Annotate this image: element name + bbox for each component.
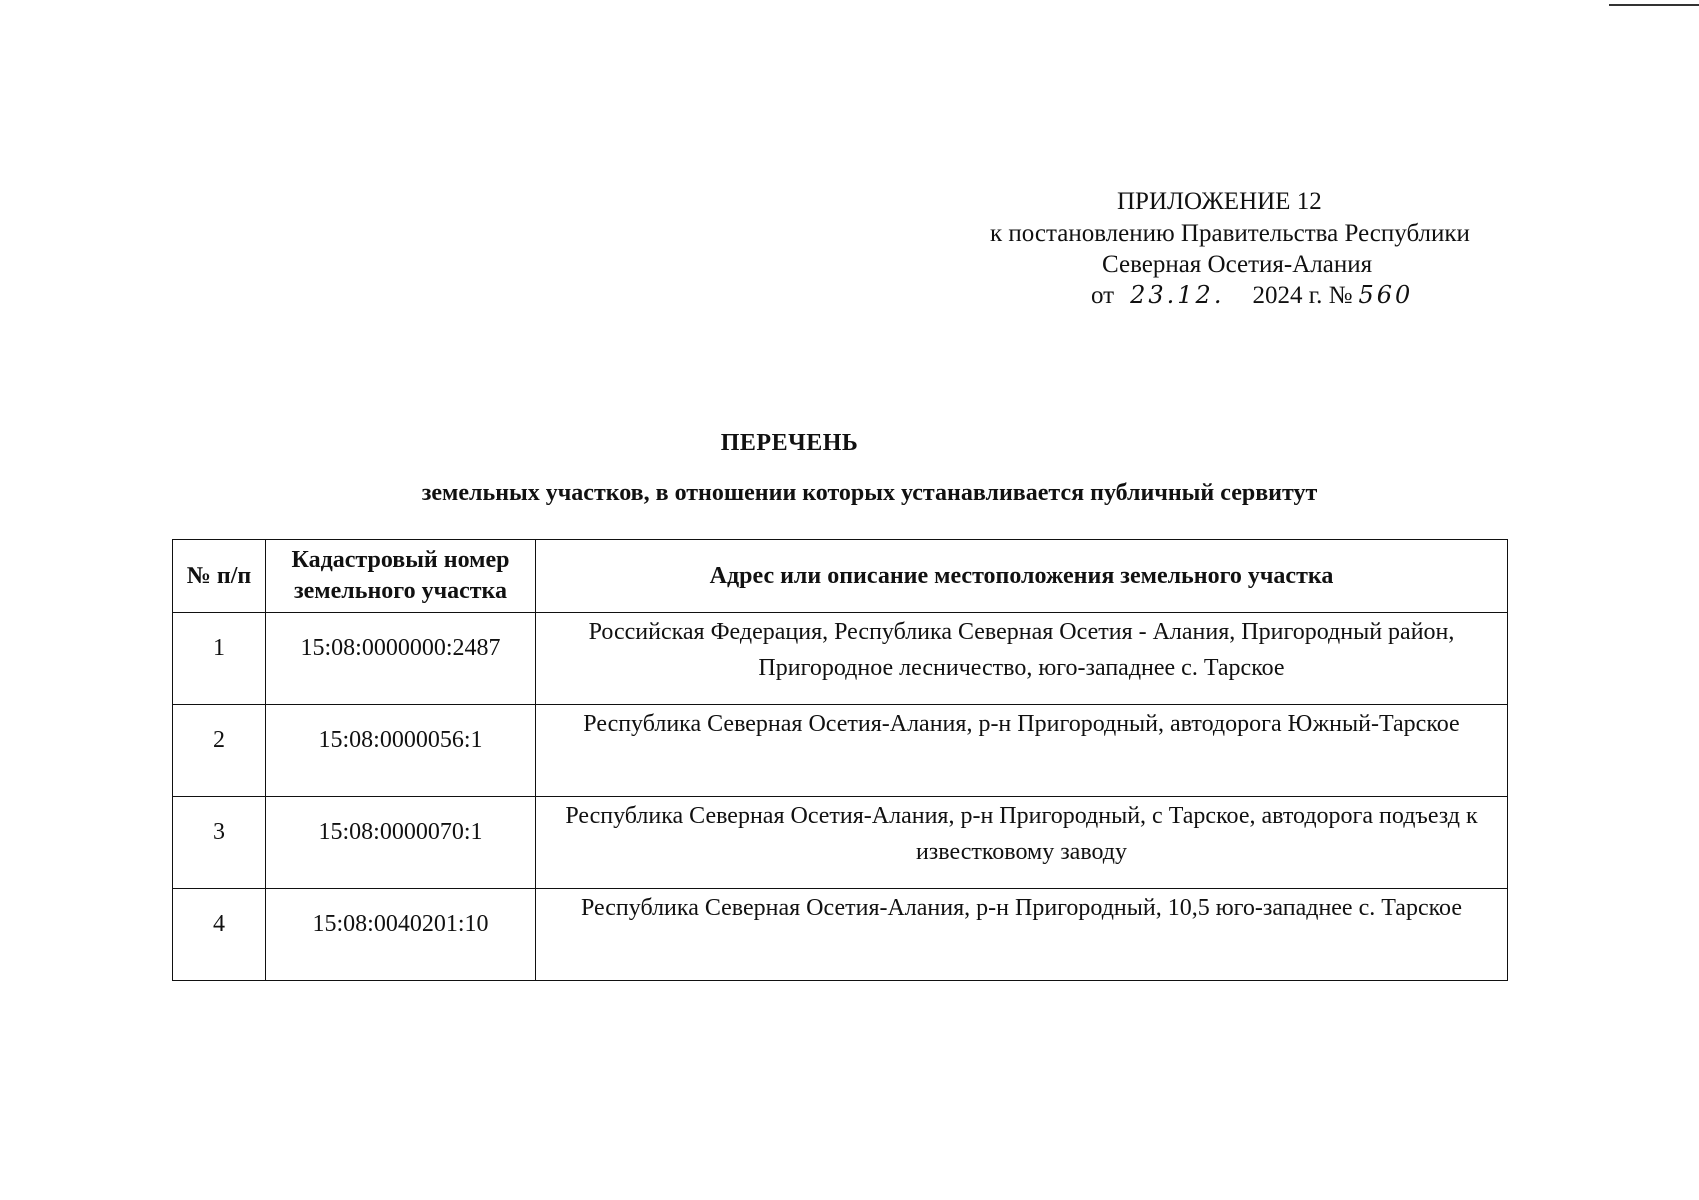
- scan-corner-mark: [1609, 4, 1699, 6]
- land-plots-table: [172, 539, 1508, 981]
- table-row: [173, 797, 1508, 889]
- document-subtitle-text: земельных участков, в отношении которых устанавливается публичный сервитут: [421, 480, 1318, 506]
- table-row: [173, 889, 1508, 981]
- row-cadastral: 15:08:0000056:1: [266, 705, 536, 797]
- handwritten-number: 560: [1358, 281, 1414, 309]
- row-address: Республика Северная Осетия-Алания, р-н Пригородный, с Тарское, автодорога подъезд к известковому заводу: [536, 797, 1508, 889]
- row-address: Российская Федерация, Республика Северная Осетия - Алания, Пригородный район, Пригородное лесничество, юго-западнее с. Тарское: [536, 613, 1508, 705]
- row-number: 1: [173, 613, 266, 705]
- header-cadastral: Кадастровый номер земельного участка: [266, 540, 536, 613]
- appendix-number: ПРИЛОЖЕНИЕ 12: [1117, 188, 1322, 215]
- row-cadastral: 15:08:0000070:1: [266, 797, 536, 889]
- row-number: 4: [173, 889, 266, 981]
- handwritten-date: 23.12.: [1130, 281, 1225, 309]
- document-title: [0, 430, 1699, 457]
- header-number: № п/п: [173, 540, 266, 613]
- year-number-label: 2024 г. №: [1252, 282, 1353, 309]
- table-row: [173, 613, 1508, 705]
- row-address: Республика Северная Осетия-Алания, р-н Пригородный, 10,5 юго-западнее с. Тарское: [536, 889, 1508, 981]
- row-cadastral: 15:08:0000000:2487: [266, 613, 536, 705]
- row-number: 3: [173, 797, 266, 889]
- table-row: [173, 705, 1508, 797]
- row-address: Республика Северная Осетия-Алания, р-н Пригородный, автодорога Южный-Тарское: [536, 705, 1508, 797]
- date-from-label: от: [1091, 282, 1115, 309]
- appendix-date-line: [1091, 280, 1413, 311]
- row-cadastral: 15:08:0040201:10: [266, 889, 536, 981]
- appendix-resolution-line: к постановлению Правительства Республики: [990, 220, 1470, 247]
- appendix-republic-line: Северная Осетия-Алания: [1102, 251, 1373, 278]
- document-subtitle: [0, 480, 1699, 507]
- table-header-row: [173, 540, 1508, 613]
- row-number: 2: [173, 705, 266, 797]
- header-address: Адрес или описание местоположения земельного участка: [536, 540, 1508, 613]
- document-title-text: ПЕРЕЧЕНЬ: [720, 430, 859, 456]
